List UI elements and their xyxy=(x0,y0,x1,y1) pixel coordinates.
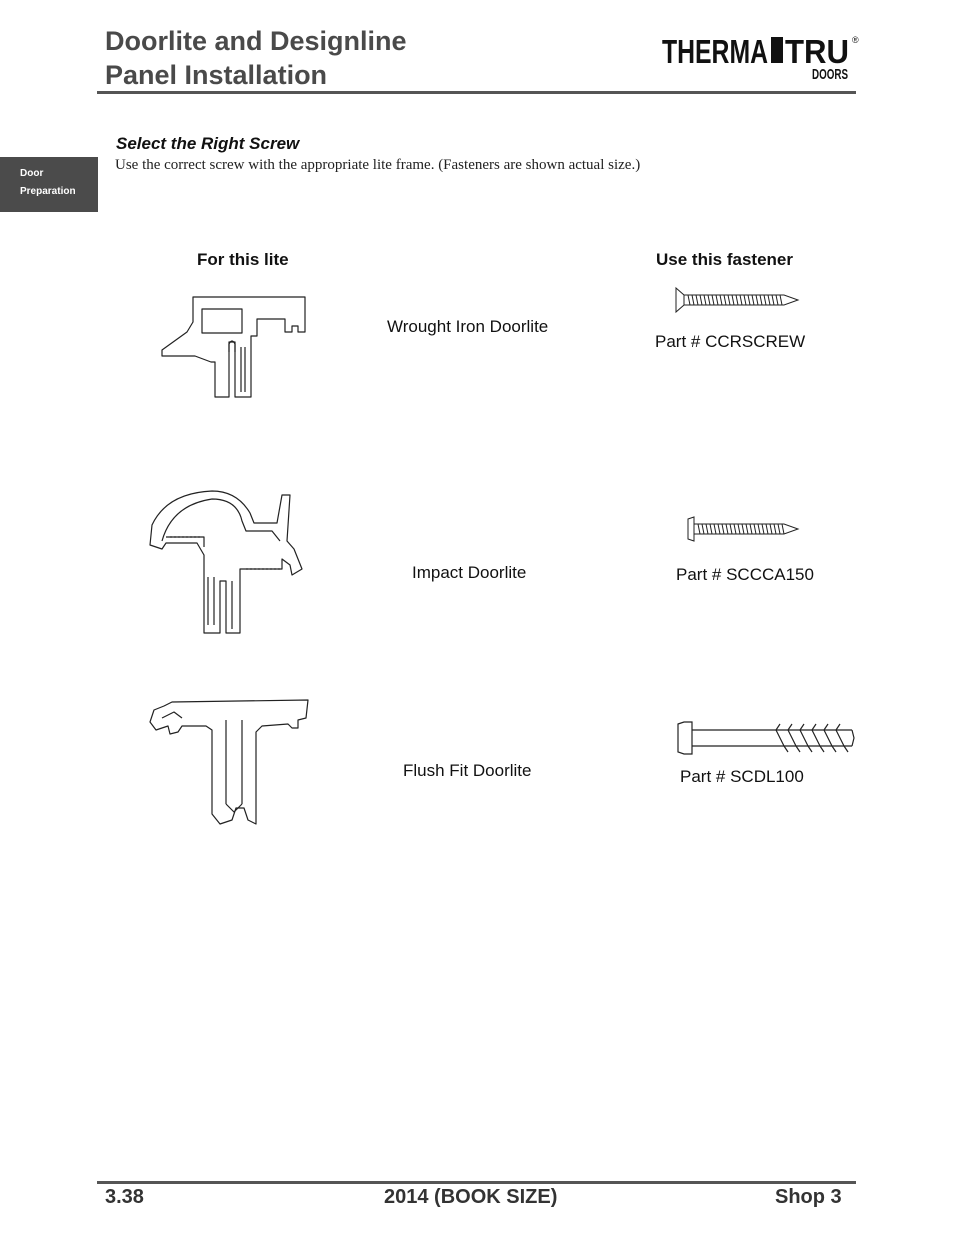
footer-edition: 2014 (BOOK SIZE) xyxy=(384,1186,558,1208)
side-tab-line-2: Preparation xyxy=(20,186,76,197)
logo-text-main: THERMA xyxy=(662,33,768,70)
logo-text-second: TRU xyxy=(785,33,849,70)
footer-page-number: 3.38 xyxy=(105,1186,144,1208)
screw-sccca150-icon xyxy=(684,514,804,544)
side-tab-door-preparation[interactable] xyxy=(0,157,98,212)
logo-divider-block xyxy=(771,37,783,63)
lite-label-impact: Impact Doorlite xyxy=(412,563,527,582)
lite-label-flush-fit: Flush Fit Doorlite xyxy=(403,761,532,780)
part-number-ccrscrew: Part # CCRSCREW xyxy=(655,332,806,351)
footer-divider xyxy=(97,1181,856,1184)
part-number-scdl100: Part # SCDL100 xyxy=(680,767,804,786)
title-line-2: Panel Installation xyxy=(105,60,328,90)
column-header-lite: For this lite xyxy=(197,250,289,269)
logo-text-sub: DOORS xyxy=(812,66,848,83)
therma-tru-logo xyxy=(660,33,860,83)
part-number-sccca150: Part # SCCCA150 xyxy=(676,565,814,584)
side-tab-line-1: Door xyxy=(20,168,44,179)
section-intro: Use the correct screw with the appropriate lite frame. (Fasteners are shown actual size.) xyxy=(115,157,641,173)
section-heading: Select the Right Screw xyxy=(116,134,300,153)
screw-scdl100-icon xyxy=(676,720,858,756)
wrought-iron-frame-profile xyxy=(155,292,310,402)
page-title xyxy=(105,24,407,92)
screw-ccrscrew-icon xyxy=(672,286,802,314)
header-divider xyxy=(97,91,856,94)
footer-section: Shop 3 xyxy=(775,1186,842,1208)
logo-registered: ® xyxy=(852,35,859,45)
flush-fit-frame-profile xyxy=(142,696,314,834)
lite-label-wrought-iron: Wrought Iron Doorlite xyxy=(387,317,549,336)
column-header-fastener: Use this fastener xyxy=(656,250,793,269)
impact-frame-profile xyxy=(142,485,312,640)
title-line-1: Doorlite and Designline xyxy=(105,26,407,56)
